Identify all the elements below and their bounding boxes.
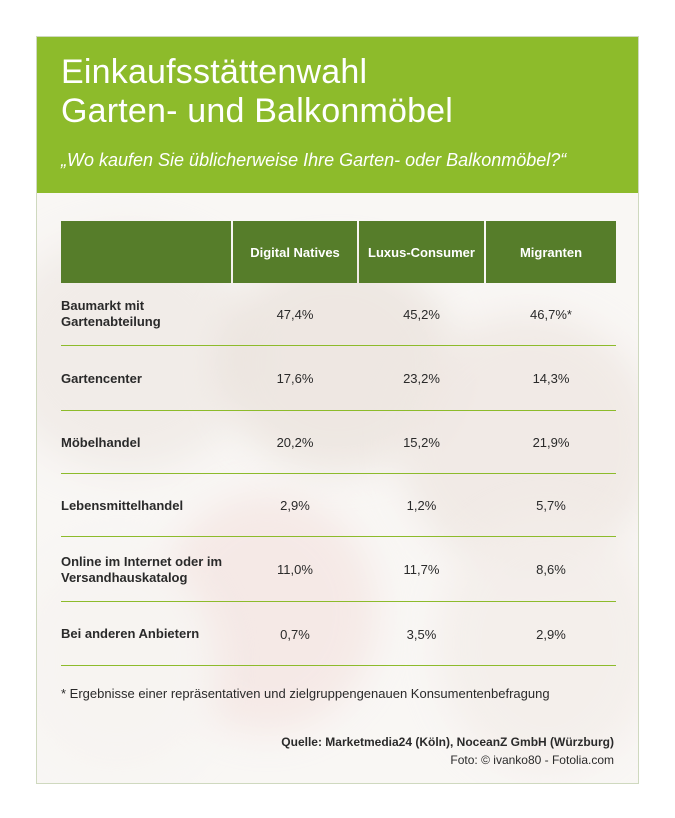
value-cell: 21,9% xyxy=(532,435,570,450)
value-cell: 11,7% xyxy=(403,562,440,577)
table-row xyxy=(61,603,616,666)
table-row xyxy=(61,347,616,411)
header-cell-empty xyxy=(61,221,231,283)
value-cell: 11,0% xyxy=(277,562,313,577)
value-cell: 20,2% xyxy=(276,435,314,450)
value-cell: 14,3% xyxy=(532,371,570,386)
value-cell: 5,7% xyxy=(536,498,566,513)
header-cell-luxus-consumer: Luxus-Consumer xyxy=(359,221,484,283)
table-row xyxy=(61,412,616,474)
header-banner xyxy=(37,37,638,193)
table-row xyxy=(61,283,616,346)
value-cell: 2,9% xyxy=(280,498,310,513)
page-title xyxy=(61,53,453,131)
row-label: Lebensmittelhandel xyxy=(61,497,184,513)
value-cell: 15,2% xyxy=(403,435,440,450)
infographic-card xyxy=(36,36,639,784)
row-label: Online im Internet oder im Versandhauskatalog xyxy=(61,553,223,585)
value-cell: 0,7% xyxy=(280,626,310,642)
value-cell: 45,2% xyxy=(403,306,440,322)
photo-credit: Foto: © ivanko80 - Fotolia.com xyxy=(450,753,614,767)
header-cell-digital-natives: Digital Natives xyxy=(233,221,357,283)
value-cell: 1,2% xyxy=(406,498,437,513)
survey-question: „Wo kaufen Sie üblicherweise Ihre Garten- oder Balkonmöbel?“ xyxy=(61,150,567,170)
row-label: Baumarkt mit Gartenabteilung xyxy=(61,298,161,329)
results-table xyxy=(61,221,616,642)
title-line-1: Einkaufsstättenwahl xyxy=(61,53,368,91)
source-credit: Quelle: Marketmedia24 (Köln), NoceanZ GmbH (Würzburg) xyxy=(281,735,614,749)
footnote: * Ergebnisse einer repräsentativen und zielgruppengenauen Konsumentenbefragung xyxy=(61,686,550,701)
row-label: Gartencenter xyxy=(61,370,142,386)
header-cell-migranten: Migranten xyxy=(486,221,616,283)
table-row xyxy=(61,475,616,537)
value-cell: 2,9% xyxy=(536,626,566,642)
row-label: Bei anderen Anbietern xyxy=(61,626,200,641)
value-cell: 47,4% xyxy=(276,306,314,322)
table-header xyxy=(61,221,616,283)
title-line-2: Garten- und Balkonmöbel xyxy=(61,92,454,130)
value-cell: 46,7%* xyxy=(530,306,572,322)
row-label: Möbelhandel xyxy=(61,434,141,450)
value-cell: 17,6% xyxy=(276,371,314,386)
value-cell: 3,5% xyxy=(406,626,437,642)
value-cell: 23,2% xyxy=(403,371,440,386)
value-cell: 8,6% xyxy=(536,562,566,577)
table-row xyxy=(61,538,616,602)
